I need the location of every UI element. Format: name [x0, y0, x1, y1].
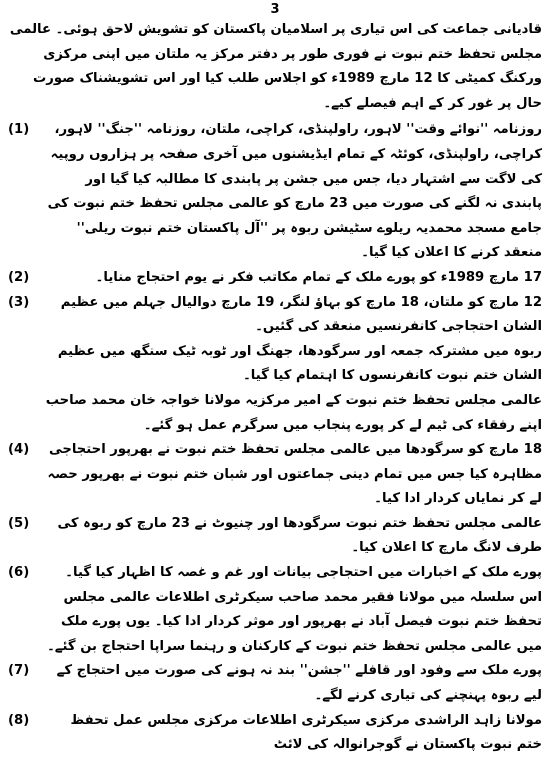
item-paragraph: پورے ملک کے اخبارات میں احتجاجی بیانات اور غم و غصہ کا اظہار کیا گیا۔ اس سلسلہ میں مولانا فقیر محمد صاحب سیکرٹری اطلاعات عالمی مجلس تحفظ ختم نبوت فیصل آباد نے بھرپور اور موثر کردار ادا کیا۔ یوں پورے ملک میں عالمی مجلس تحفظ ختم نبوت کے کارکنان و رہنما سراپا احتجاج بن گئے۔: [47, 565, 542, 654]
item-paragraph: مولانا زاہد الراشدی مرکزی سیکرٹری اطلاعات مرکزی مجلس عمل تحفظ ختم نبوت پاکستان نے گوجرانوالہ کی لائٹ: [70, 712, 542, 753]
item-body: [42, 659, 542, 708]
item-body: [42, 438, 542, 512]
list-item: [8, 561, 542, 659]
list-item: [8, 438, 542, 512]
item-paragraph: عالمی مجلس تحفظ ختم نبوت سرگودھا اور چنیوٹ نے 23 مارچ کو ربوہ کی طرف لانگ مارچ کا اعلان کیا۔: [57, 515, 542, 556]
item-body: [42, 266, 542, 291]
item-paragraph: 17 مارچ 1989ء کو پورے ملک کے تمام مکاتب فکر نے یوم احتجاج منایا۔: [95, 269, 542, 285]
item-paragraph: روزنامہ ''نوائے وقت'' لاہور، راولپنڈی، کراچی، ملتان، روزنامہ ''جنگ'' لاہور، کراچی، راولپنڈی، کوئٹہ کے تمام ایڈیشنوں میں آخری صفحہ پر ہزاروں روپیہ کی لاگت سے اشتہار دیا، جس میں جشن پر پابندی کا مطالبہ کیا گیا اور پابندی نہ لگنے کی صورت میں 23 مارچ کو عالمی مجلس تحفظ ختم نبوت کی جامع مسجد محمدیہ ریلوے سٹیشن ربوہ پر ''آل پاکستان ختم نبوت ریلی'' منعقد کرنے کا اعلان کیا گیا۔: [47, 122, 542, 261]
item-paragraph: ربوہ میں مشترکہ جمعہ اور سرگودھا، جھنگ اور ٹوبہ ٹیک سنگھ میں عظیم الشان ختم نبوت کانفرنسوں کا اہتمام کیا گیا۔: [57, 343, 542, 384]
intro-paragraph: قادیانی جماعت کی اس تیاری پر اسلامیان پاکستان کو تشویش لاحق ہوئی۔ عالمی مجلس تحفظ ختم نبوت نے فوری طور پر دفتر مرکز یہ ملتان میں اپنی مرکزی ورکنگ کمیٹی کا 12 مارچ 1989ء کو اجلاس طلب کیا اور اس تشویشناک صورت حال پر غور کر کے اہم فیصلے کیے۔: [9, 22, 542, 111]
item-paragraph: عالمی مجلس تحفظ ختم نبوت کے امیر مرکزیہ مولانا خواجہ خان محمد صاحب اپنے رفقاء کی ٹیم لے کر پورے پنجاب میں سرگرم عمل ہو گئے۔: [45, 392, 542, 433]
item-number: (2): [8, 269, 30, 285]
item-body: [42, 561, 542, 659]
list-item: [8, 266, 542, 291]
item-body: [42, 118, 542, 266]
item-number: (5): [8, 515, 30, 531]
list-item: [8, 291, 542, 439]
list-item: [8, 709, 542, 758]
item-body: [42, 709, 542, 758]
list-item: [8, 659, 542, 708]
item-paragraph: پورے ملک سے وفود اور قافلے ''جشن'' بند نہ ہونے کی صورت میں احتجاج کے لیے ربوہ پہنچنے کی تیاری کرنے لگے۔: [56, 663, 542, 704]
item-body: [42, 291, 542, 439]
page-text: [8, 18, 542, 758]
page-number: 3: [270, 2, 280, 17]
list-item: [8, 118, 542, 266]
item-paragraph: 12 مارچ کو ملتان، 18 مارچ کو بہاؤ لنگر، 19 مارچ دوالیال جہلم میں عظیم الشان احتجاجی کانفرنسیں منعقد کی گئیں۔: [60, 294, 542, 335]
item-paragraph: 18 مارچ کو سرگودھا میں عالمی مجلس تحفظ ختم نبوت نے بھرپور احتجاجی مظاہرہ کیا جس میں تمام دینی جماعتوں اور شبان ختم نبوت نے بھرپور حصہ لے کر نمایاں کردار ادا کیا۔: [47, 442, 542, 507]
item-number: (3): [8, 294, 30, 310]
item-number: (7): [8, 663, 30, 679]
item-number: (1): [8, 122, 30, 138]
item-number: (8): [8, 712, 30, 728]
item-body: [42, 512, 542, 561]
item-number: (4): [8, 442, 30, 458]
item-number: (6): [8, 565, 30, 581]
list-item: [8, 512, 542, 561]
